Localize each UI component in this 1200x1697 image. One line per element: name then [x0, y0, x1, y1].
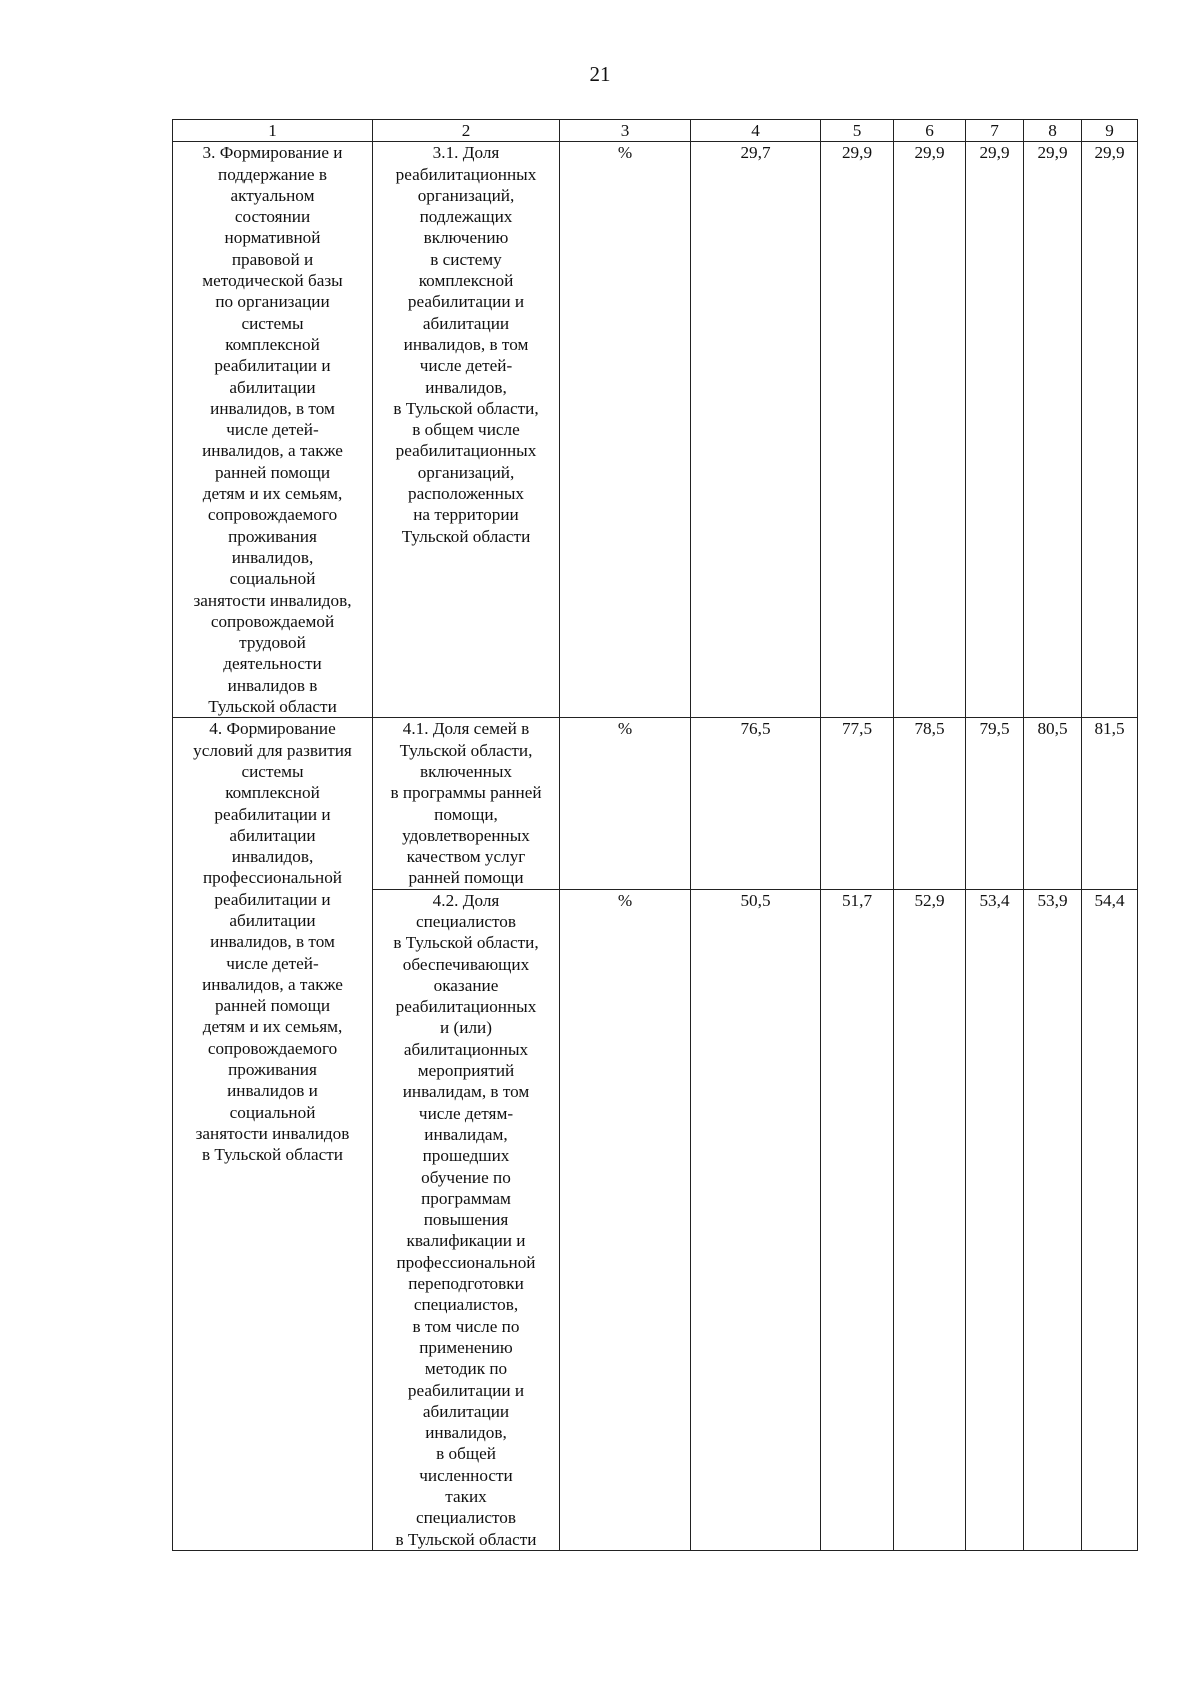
value-cell: 53,9: [1024, 889, 1082, 1550]
page-number: 21: [589, 62, 611, 86]
value-cell: 80,5: [1024, 718, 1082, 889]
value-cell: 54,4: [1082, 889, 1138, 1550]
value-cell: 50,5: [691, 889, 821, 1550]
value-cell: 29,9: [966, 142, 1024, 718]
column-header-3: 3: [560, 120, 691, 142]
value-cell: 51,7: [821, 889, 894, 1550]
task-cell: 3. Формирование и поддержание в актуальном состоянии нормативной правовой и методической базы по организации системы комплексной реабилитации и абилитации инвалидов, в том числе детей- инвалидов, а также ранней помощи детям и их семьям, сопровождаемого проживания инвалидов, социальной занятости инвалидов, сопровождаемой трудовой деятельности инвалидов в Тульской области: [173, 142, 373, 718]
column-header-5: 5: [821, 120, 894, 142]
indicators-table: [172, 119, 1138, 1551]
column-header-9: 9: [1082, 120, 1138, 142]
value-cell: 52,9: [894, 889, 966, 1550]
table-row-indicator-4-1: [173, 718, 1138, 889]
unit-cell: %: [560, 889, 691, 1550]
column-header-6: 6: [894, 120, 966, 142]
value-cell: 29,9: [1024, 142, 1082, 718]
value-cell: 29,9: [894, 142, 966, 718]
value-cell: 29,9: [1082, 142, 1138, 718]
column-header-2: 2: [373, 120, 560, 142]
column-header-8: 8: [1024, 120, 1082, 142]
column-header-7: 7: [966, 120, 1024, 142]
indicator-cell: 4.1. Доля семей в Тульской области, включенных в программы ранней помощи, удовлетворенных качеством услуг ранней помощи: [373, 718, 560, 889]
indicator-cell: 3.1. Доля реабилитационных организаций, подлежащих включению в систему комплексной реабилитации и абилитации инвалидов, в том числе детей- инвалидов, в Тульской области, в общем числе реабилитационных организаций, расположенных на территории Тульской области: [373, 142, 560, 718]
value-cell: 29,9: [821, 142, 894, 718]
value-cell: 78,5: [894, 718, 966, 889]
value-cell: 77,5: [821, 718, 894, 889]
value-cell: 76,5: [691, 718, 821, 889]
column-header-1: 1: [173, 120, 373, 142]
task-cell: 4. Формирование условий для развития системы комплексной реабилитации и абилитации инвалидов, профессиональной реабилитации и абилитации инвалидов, в том числе детей- инвалидов, а также ранней помощи детям и их семьям, сопровождаемого проживания инвалидов и социальной занятости инвалидов в Тульской области: [173, 718, 373, 1551]
value-cell: 53,4: [966, 889, 1024, 1550]
unit-cell: %: [560, 718, 691, 889]
indicator-cell: 4.2. Доля специалистов в Тульской области, обеспечивающих оказание реабилитационных и (или) абилитационных мероприятий инвалидам, в том числе детям- инвалидам, прошедших обучение по программам повышения квалификации и профессиональной переподготовки специалистов, в том числе по применению методик по реабилитации и абилитации инвалидов, в общей численности таких специалистов в Тульской области: [373, 889, 560, 1550]
header-row: [173, 120, 1138, 142]
unit-cell: %: [560, 142, 691, 718]
value-cell: 79,5: [966, 718, 1024, 889]
column-header-4: 4: [691, 120, 821, 142]
value-cell: 29,7: [691, 142, 821, 718]
value-cell: 81,5: [1082, 718, 1138, 889]
table-row-task-3: [173, 142, 1138, 718]
